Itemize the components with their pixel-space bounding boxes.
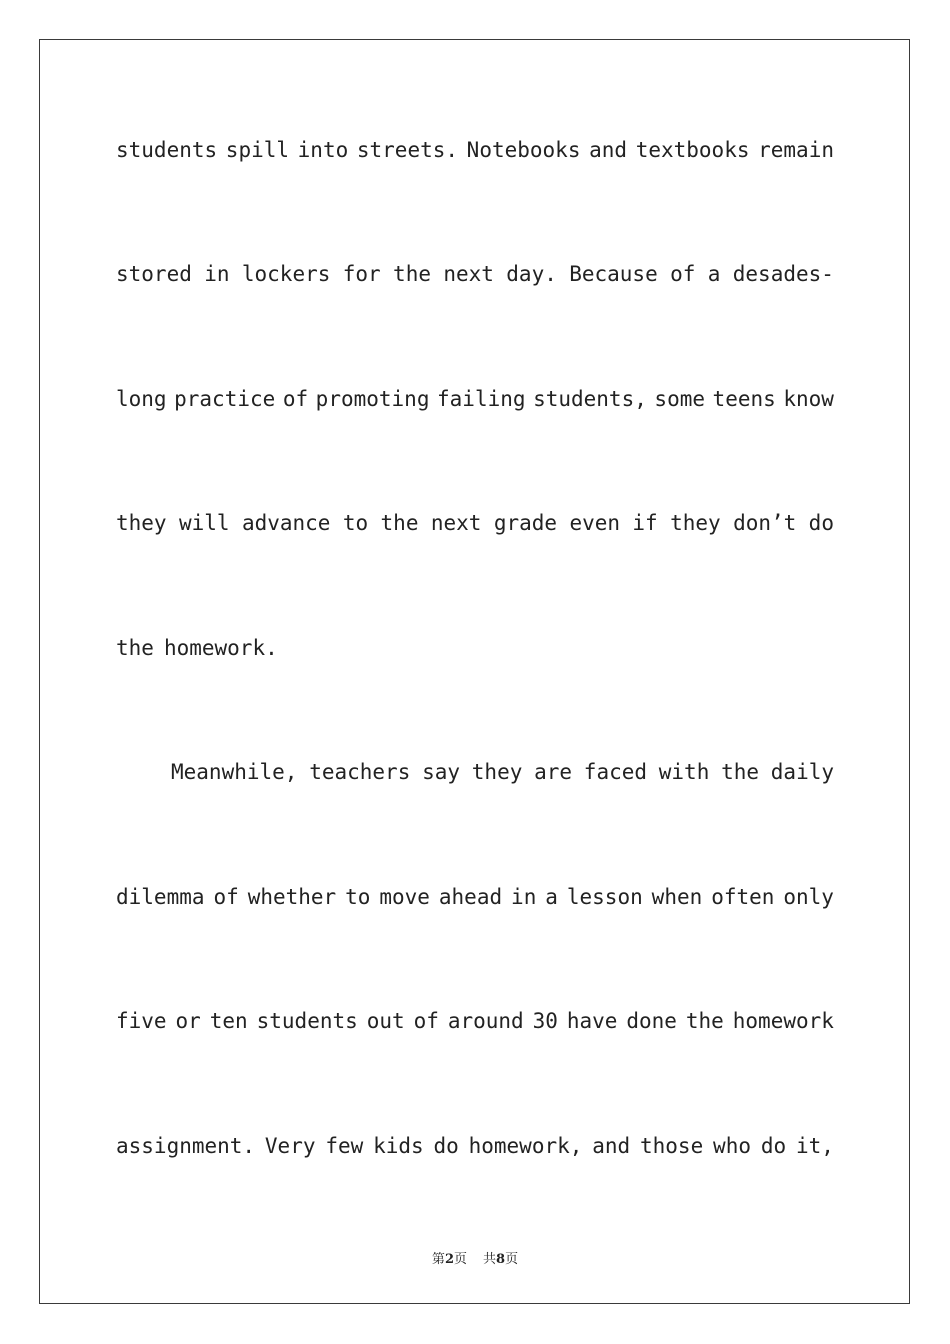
word: don’t xyxy=(733,511,797,535)
word: remain xyxy=(758,138,834,162)
word: students, xyxy=(533,387,647,411)
word: of xyxy=(413,1009,439,1033)
word: for xyxy=(342,262,381,286)
word: to xyxy=(345,885,371,909)
word: textbooks xyxy=(635,138,750,162)
word: 30 xyxy=(532,1009,558,1033)
word: spill xyxy=(225,138,290,162)
word: they xyxy=(670,511,721,535)
word: long xyxy=(116,387,167,411)
word: homework, xyxy=(468,1134,583,1158)
word: do xyxy=(433,1134,459,1158)
word: practice xyxy=(174,387,276,411)
word: say xyxy=(422,760,461,784)
text-line-6 xyxy=(116,710,834,834)
word: grade xyxy=(493,511,558,535)
total-pages: 8 xyxy=(496,1252,506,1267)
page-footer xyxy=(0,1248,950,1267)
word: into xyxy=(297,138,349,162)
word: those xyxy=(640,1134,704,1158)
page-number: 2 xyxy=(444,1252,454,1267)
text-line-4 xyxy=(116,461,834,585)
word: teens xyxy=(712,387,776,411)
word: the xyxy=(685,1009,724,1033)
word: they xyxy=(471,760,523,784)
text-line-9 xyxy=(116,1084,834,1208)
word: the xyxy=(380,511,419,535)
word: a xyxy=(707,262,721,286)
word: only xyxy=(783,885,834,909)
word: and xyxy=(589,138,628,162)
word: are xyxy=(534,760,573,784)
word: ahead xyxy=(438,885,503,909)
text-line-5 xyxy=(116,586,834,710)
word: the xyxy=(393,262,431,286)
word: Because xyxy=(569,262,658,286)
word: the xyxy=(721,760,760,784)
page-suffix: 页 xyxy=(453,1252,467,1267)
word: often xyxy=(711,885,775,909)
word: to xyxy=(342,511,369,535)
text-line-2 xyxy=(116,212,834,336)
word: if xyxy=(632,511,658,535)
text-line-8 xyxy=(116,959,834,1083)
word: know xyxy=(783,387,834,411)
word: of xyxy=(213,885,239,909)
word: do xyxy=(760,1134,787,1158)
word: five xyxy=(116,1009,167,1033)
word: whether xyxy=(247,885,337,909)
word: who xyxy=(713,1134,751,1158)
word: of xyxy=(670,262,696,286)
word: in xyxy=(511,885,537,909)
word: Notebooks xyxy=(466,138,581,162)
word: few xyxy=(325,1134,364,1158)
word: Very xyxy=(264,1134,316,1158)
word: do xyxy=(808,511,834,535)
word: of xyxy=(282,387,309,411)
word: daily xyxy=(770,760,834,784)
word: students xyxy=(116,138,218,162)
word: and xyxy=(592,1134,631,1158)
word: done xyxy=(626,1009,677,1033)
word: have xyxy=(566,1009,618,1033)
word: around xyxy=(447,1009,524,1033)
word: assignment. xyxy=(116,1134,256,1158)
word: stored xyxy=(116,262,192,286)
word: teachers xyxy=(309,760,411,784)
word: advance xyxy=(241,511,331,535)
word: with xyxy=(658,760,710,784)
word: next xyxy=(443,262,494,286)
text-line-1 xyxy=(116,88,834,212)
word: failing xyxy=(437,387,526,411)
word: when xyxy=(651,885,703,909)
word: promoting xyxy=(315,387,430,411)
total-prefix: 共 xyxy=(483,1252,497,1267)
page-prefix: 第 xyxy=(431,1252,445,1267)
word: will xyxy=(178,511,230,535)
word: homework. xyxy=(163,636,278,660)
word: kids xyxy=(373,1134,424,1158)
word: streets. xyxy=(356,138,459,162)
word: move xyxy=(379,885,430,909)
word: ten xyxy=(209,1009,248,1033)
word: in xyxy=(204,262,230,286)
word: next xyxy=(430,511,482,535)
word: even xyxy=(569,511,621,535)
word: students xyxy=(256,1009,358,1033)
word: out xyxy=(366,1009,405,1033)
word: a xyxy=(545,885,558,909)
word: lockers xyxy=(241,262,331,286)
word: lesson xyxy=(566,885,643,909)
word: faced xyxy=(583,760,648,784)
word: homework xyxy=(732,1009,834,1033)
text-line-7 xyxy=(116,835,834,959)
total-suffix: 页 xyxy=(505,1252,519,1267)
word: it, xyxy=(795,1134,834,1158)
text-line-3 xyxy=(116,337,834,461)
word: Meanwhile, xyxy=(171,760,298,784)
word: dilemma xyxy=(116,885,205,909)
word: some xyxy=(654,387,705,411)
word: or xyxy=(175,1009,201,1033)
word: they xyxy=(116,511,167,535)
word: the xyxy=(116,636,154,660)
word: day. xyxy=(506,262,557,286)
word: desades- xyxy=(732,262,834,286)
